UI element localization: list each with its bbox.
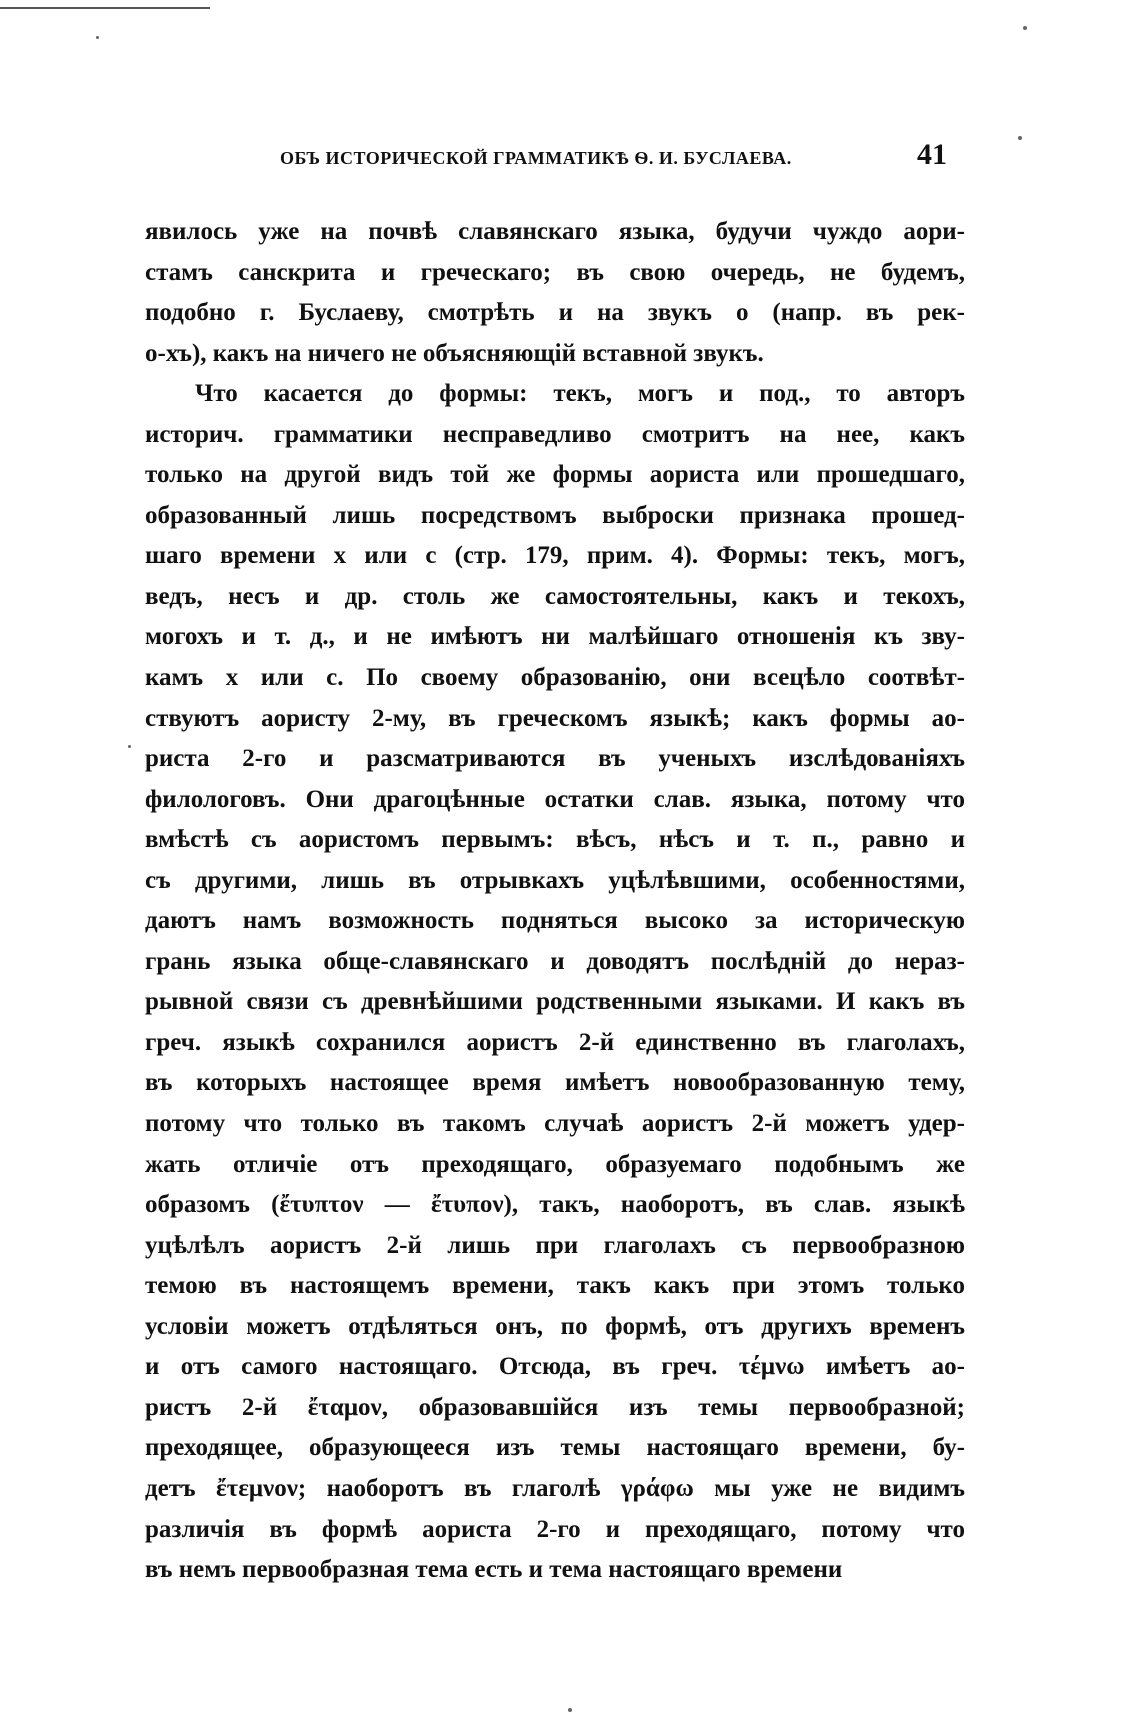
- text-line: стамъ санскрита и греческаго; въ свою очередь, не будемъ,: [145, 258, 965, 286]
- text-line: подобно г. Буслаеву, смотрѣть и на звукъ о (напр. въ рек-: [145, 299, 965, 327]
- text-line: образованный лишь посредствомъ выброски признака прошед-: [145, 501, 965, 529]
- body-text: [145, 212, 965, 1591]
- text-line: даютъ намъ возможность подняться высоко за историческую: [145, 907, 965, 935]
- text-line: темою въ настоящемъ времени, такъ какъ при этомъ только: [145, 1272, 965, 1300]
- text-line: жать отличіе отъ преходящаго, образуемаго подобнымъ же: [145, 1150, 965, 1178]
- text-line: риста 2-го и разсматриваются въ ученыхъ изслѣдованіяхъ: [145, 745, 965, 773]
- text-line: детъ ἔτεμνον; наоборотъ въ глаголѣ γράφω мы уже не видимъ: [145, 1474, 965, 1502]
- text-line: уцѣлѣлъ аористъ 2-й лишь при глаголахъ съ первообразною: [145, 1231, 965, 1259]
- text-line: ствуютъ аористу 2-му, въ греческомъ языкѣ; какъ формы ао-: [145, 704, 965, 732]
- text-line: ристъ 2-й ἔταμον, образовавшійся изъ темы первообразной;: [145, 1393, 965, 1421]
- text-line: образомъ (ἔτυπτον — ἔτυπον), такъ, наоборотъ, въ слав. языкѣ: [145, 1191, 965, 1219]
- text-line: въ которыхъ настоящее время имѣетъ новообразованную тему,: [145, 1069, 965, 1097]
- running-head: ОБЪ ИСТОРИЧЕСКОЙ ГРАММАТИКѢ Ѳ. И. БУСЛАЕВА.: [280, 148, 792, 168]
- text-line: шаго времени х или с (стр. 179, прим. 4). Формы: текъ, могъ,: [145, 542, 965, 570]
- print-speck: [1018, 136, 1022, 140]
- text-line: историч. грамматики несправедливо смотритъ на нее, какъ: [145, 420, 965, 448]
- print-speck: [1023, 26, 1027, 30]
- text-line: вмѣстѣ съ аористомъ первымъ: вѣсъ, нѣсъ и т. п., равно и: [145, 826, 965, 854]
- text-line: только на другой видъ той же формы аориста или прошедшаго,: [145, 461, 965, 489]
- text-line: потому что только въ такомъ случаѣ аористъ 2-й можетъ удер-: [145, 1110, 965, 1138]
- text-line: филологовъ. Они драгоцѣнные остатки слав. языка, потому что: [145, 785, 965, 813]
- text-line: и отъ самого настоящаго. Отсюда, въ греч. τέμνω имѣетъ ао-: [145, 1353, 965, 1381]
- text-line: могохъ и т. д., и не имѣютъ ни малѣйшаго отношенія къ зву-: [145, 623, 965, 651]
- text-line: греч. языкѣ сохранился аористъ 2-й единственно въ глаголахъ,: [145, 1028, 965, 1056]
- text-line: различія въ формѣ аориста 2-го и преходящаго, потому что: [145, 1515, 965, 1543]
- text-line: Что касается до формы: текъ, могъ и под., то авторъ: [195, 380, 965, 408]
- print-speck: [96, 36, 99, 39]
- text-line: грань языка обще-славянскаго и доводятъ послѣдній до нераз-: [145, 947, 965, 975]
- text-line: о-хъ), какъ на ничего не объясняющій вставной звукъ.: [145, 339, 764, 367]
- text-line: камъ х или с. По своему образованію, они всецѣло соотвѣт-: [145, 664, 965, 692]
- print-speck: [128, 745, 131, 748]
- text-line: рывной связи съ древнѣйшими родственными языками. И какъ въ: [145, 988, 965, 1016]
- text-line: въ немъ первообразная тема есть и тема настоящаго времени: [145, 1556, 843, 1584]
- top-edge-rule: [0, 7, 210, 9]
- text-line: съ другими, лишь въ отрывкахъ уцѣлѣвшими, особенностями,: [145, 866, 965, 894]
- text-line: ведъ, несъ и др. столь же самостоятельны, какъ и текохъ,: [145, 582, 965, 610]
- print-speck: [568, 1708, 572, 1712]
- text-line: преходящее, образующееся изъ темы настоящаго времени, бу-: [145, 1434, 965, 1462]
- text-line: условіи можетъ отдѣляться онъ, по формѣ, отъ другихъ временъ: [145, 1312, 965, 1340]
- text-line: явилось уже на почвѣ славянскаго языка, будучи чуждо aори-: [145, 218, 965, 245]
- page-number: 41: [917, 138, 947, 171]
